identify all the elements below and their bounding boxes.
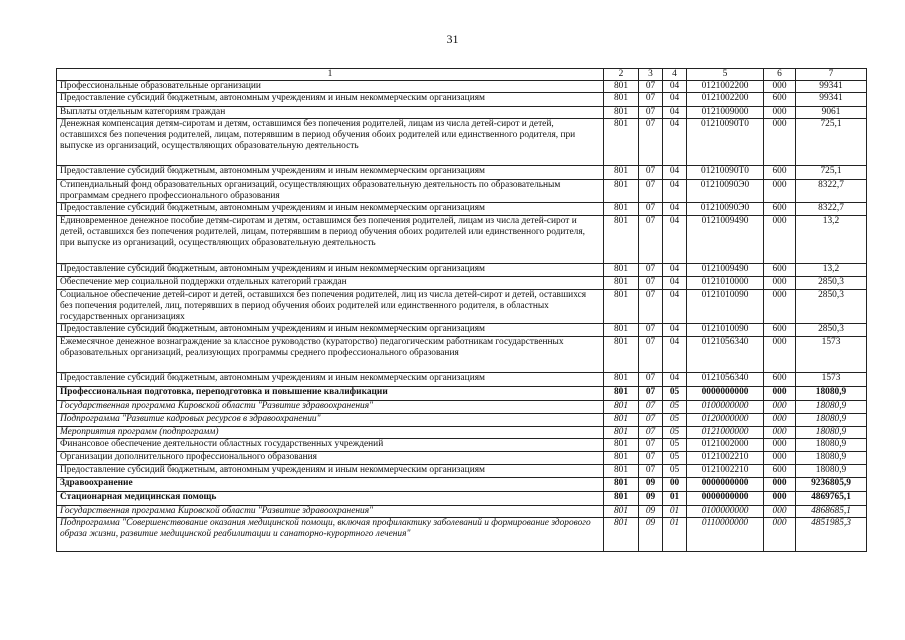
table-row <box>57 93 867 107</box>
row-name-cell: Единовременное денежное пособие детям-сиротам и детям, оставшимся без попечения родителей, лицам из числа детей-сирот и детей, оставшихся без попечения родителей, лицам, потерявшим в период обучения обоих родителей или единственного родителя, при выпуске из организаций, осуществляющих образовательную деятельность <box>57 216 604 264</box>
admin-code-cell: 801 <box>604 203 639 216</box>
expense-type-cell: 600 <box>764 93 796 107</box>
target-article-cell: 0121000000 <box>687 427 764 439</box>
target-article-cell: 0121002210 <box>687 465 764 478</box>
expense-type-cell: 000 <box>764 506 796 518</box>
amount-cell: 18080,9 <box>796 427 867 439</box>
header-cell: 7 <box>796 69 867 81</box>
table-row <box>57 465 867 478</box>
header-cell: 3 <box>639 69 663 81</box>
target-article-cell: 0121009490 <box>687 216 764 264</box>
subsection-cell: 04 <box>663 290 687 324</box>
amount-cell: 4869765,1 <box>796 492 867 506</box>
admin-code-cell: 801 <box>604 492 639 506</box>
expense-type-cell: 600 <box>764 203 796 216</box>
amount-cell: 8322,7 <box>796 180 867 203</box>
row-name-cell: Профессиональные образовательные организации <box>57 81 604 93</box>
amount-cell: 18080,9 <box>796 465 867 478</box>
section-cell: 07 <box>639 373 663 387</box>
expense-type-cell: 600 <box>764 166 796 180</box>
subsection-cell: 05 <box>663 414 687 427</box>
subsection-cell: 01 <box>663 506 687 518</box>
admin-code-cell: 801 <box>604 337 639 373</box>
admin-code-cell: 801 <box>604 518 639 552</box>
amount-cell: 1573 <box>796 337 867 373</box>
amount-cell: 18080,9 <box>796 387 867 401</box>
section-cell: 07 <box>639 452 663 465</box>
admin-code-cell: 801 <box>604 93 639 107</box>
subsection-cell: 00 <box>663 478 687 492</box>
row-name-cell: Предоставление субсидий бюджетным, автономным учреждениям и иным некоммерческим организациям <box>57 166 604 180</box>
target-article-cell: 0121010090 <box>687 290 764 324</box>
header-cell: 6 <box>764 69 796 81</box>
amount-cell: 4868685,1 <box>796 506 867 518</box>
amount-cell: 725,1 <box>796 119 867 166</box>
amount-cell: 4851985,3 <box>796 518 867 552</box>
admin-code-cell: 801 <box>604 166 639 180</box>
admin-code-cell: 801 <box>604 439 639 452</box>
subsection-cell: 04 <box>663 81 687 93</box>
expense-type-cell: 600 <box>764 264 796 277</box>
table-row <box>57 166 867 180</box>
admin-code-cell: 801 <box>604 414 639 427</box>
section-cell: 07 <box>639 203 663 216</box>
subsection-cell: 04 <box>663 203 687 216</box>
table-row <box>57 414 867 427</box>
section-cell: 07 <box>639 439 663 452</box>
subsection-cell: 05 <box>663 427 687 439</box>
admin-code-cell: 801 <box>604 373 639 387</box>
expense-type-cell: 000 <box>764 216 796 264</box>
target-article-cell: 0120000000 <box>687 414 764 427</box>
table-row <box>57 324 867 337</box>
target-article-cell: 0000000000 <box>687 492 764 506</box>
expense-type-cell: 000 <box>764 81 796 93</box>
amount-cell: 2850,3 <box>796 290 867 324</box>
row-name-cell: Подпрограмма "Развитие кадровых ресурсов в здравоохранении" <box>57 414 604 427</box>
amount-cell: 13,2 <box>796 216 867 264</box>
table-row <box>57 264 867 277</box>
target-article-cell: 0000000000 <box>687 387 764 401</box>
row-name-cell: Предоставление субсидий бюджетным, автономным учреждениям и иным некоммерческим организациям <box>57 324 604 337</box>
subsection-cell: 01 <box>663 492 687 506</box>
row-name-cell: Здравоохранение <box>57 478 604 492</box>
target-article-cell: 0121002210 <box>687 452 764 465</box>
amount-cell: 13,2 <box>796 264 867 277</box>
admin-code-cell: 801 <box>604 180 639 203</box>
header-cell: 4 <box>663 69 687 81</box>
table-row <box>57 119 867 166</box>
expense-type-cell: 600 <box>764 465 796 478</box>
row-name-cell: Предоставление субсидий бюджетным, автономным учреждениям и иным некоммерческим организациям <box>57 203 604 216</box>
section-cell: 07 <box>639 414 663 427</box>
expense-type-cell: 000 <box>764 290 796 324</box>
row-name-cell: Предоставление субсидий бюджетным, автономным учреждениям и иным некоммерческим организациям <box>57 373 604 387</box>
section-cell: 09 <box>639 506 663 518</box>
section-cell: 07 <box>639 277 663 290</box>
amount-cell: 18080,9 <box>796 439 867 452</box>
budget-table <box>56 68 867 552</box>
target-article-cell: 01210090Т0 <box>687 166 764 180</box>
table-row <box>57 427 867 439</box>
admin-code-cell: 801 <box>604 324 639 337</box>
expense-type-cell: 000 <box>764 439 796 452</box>
amount-cell: 2850,3 <box>796 324 867 337</box>
table-row <box>57 387 867 401</box>
amount-cell: 18080,9 <box>796 452 867 465</box>
subsection-cell: 05 <box>663 439 687 452</box>
row-name-cell: Подпрограмма "Совершенствование оказания медицинской помощи, включая профилактику заболеваний и формирование здорового образа жизни, развитие медицинской реабилитации и санаторно-курортного лечения" <box>57 518 604 552</box>
expense-type-cell: 000 <box>764 427 796 439</box>
section-cell: 07 <box>639 290 663 324</box>
amount-cell: 1573 <box>796 373 867 387</box>
section-cell: 07 <box>639 107 663 119</box>
admin-code-cell: 801 <box>604 465 639 478</box>
header-cell: 5 <box>687 69 764 81</box>
expense-type-cell: 000 <box>764 337 796 373</box>
table-row <box>57 81 867 93</box>
admin-code-cell: 801 <box>604 107 639 119</box>
admin-code-cell: 801 <box>604 81 639 93</box>
row-name-cell: Обеспечение мер социальной поддержки отдельных категорий граждан <box>57 277 604 290</box>
expense-type-cell: 600 <box>764 373 796 387</box>
section-cell: 07 <box>639 119 663 166</box>
admin-code-cell: 801 <box>604 119 639 166</box>
table-row <box>57 373 867 387</box>
expense-type-cell: 000 <box>764 414 796 427</box>
target-article-cell: 01210090Т0 <box>687 119 764 166</box>
target-article-cell: 01210090Э0 <box>687 180 764 203</box>
section-cell: 07 <box>639 180 663 203</box>
section-cell: 07 <box>639 216 663 264</box>
row-name-cell: Мероприятия программ (подпрограмм) <box>57 427 604 439</box>
subsection-cell: 04 <box>663 216 687 264</box>
target-article-cell: 0121056340 <box>687 337 764 373</box>
row-name-cell: Социальное обеспечение детей-сирот и детей, оставшихся без попечения родителей, лиц из числа детей-сирот и детей, оставшихся без попечения родителей, лиц, потерявших в период обучения обоих родителей или единственного родителя, в областных государственных организациях <box>57 290 604 324</box>
expense-type-cell: 600 <box>764 324 796 337</box>
subsection-cell: 01 <box>663 518 687 552</box>
target-article-cell: 0000000000 <box>687 478 764 492</box>
expense-type-cell: 000 <box>764 401 796 414</box>
target-article-cell: 0121009490 <box>687 264 764 277</box>
subsection-cell: 04 <box>663 373 687 387</box>
admin-code-cell: 801 <box>604 216 639 264</box>
amount-cell: 8322,7 <box>796 203 867 216</box>
expense-type-cell: 000 <box>764 518 796 552</box>
page-number: 31 <box>446 32 459 46</box>
target-article-cell: 01210090Э0 <box>687 203 764 216</box>
expense-type-cell: 000 <box>764 180 796 203</box>
table-row <box>57 506 867 518</box>
expense-type-cell: 000 <box>764 277 796 290</box>
target-article-cell: 0121056340 <box>687 373 764 387</box>
table-row <box>57 439 867 452</box>
admin-code-cell: 801 <box>604 478 639 492</box>
subsection-cell: 04 <box>663 264 687 277</box>
row-name-cell: Государственная программа Кировской области "Развитие здравоохранения" <box>57 506 604 518</box>
section-cell: 07 <box>639 337 663 373</box>
table-row <box>57 478 867 492</box>
table-row <box>57 401 867 414</box>
row-name-cell: Стипендиальный фонд образовательных организаций, осуществляющих образовательную деятельность по образовательным программам среднего профессионального образования <box>57 180 604 203</box>
subsection-cell: 04 <box>663 166 687 180</box>
subsection-cell: 04 <box>663 180 687 203</box>
table-row <box>57 107 867 119</box>
row-name-cell: Предоставление субсидий бюджетным, автономным учреждениям и иным некоммерческим организациям <box>57 465 604 478</box>
subsection-cell: 04 <box>663 93 687 107</box>
amount-cell: 9061 <box>796 107 867 119</box>
row-name-cell: Выплаты отдельным категориям граждан <box>57 107 604 119</box>
target-article-cell: 0121009000 <box>687 107 764 119</box>
expense-type-cell: 000 <box>764 119 796 166</box>
table-row <box>57 492 867 506</box>
section-cell: 07 <box>639 264 663 277</box>
admin-code-cell: 801 <box>604 277 639 290</box>
target-article-cell: 0110000000 <box>687 518 764 552</box>
section-cell: 07 <box>639 324 663 337</box>
expense-type-cell: 000 <box>764 452 796 465</box>
target-article-cell: 0121002200 <box>687 81 764 93</box>
admin-code-cell: 801 <box>604 290 639 324</box>
admin-code-cell: 801 <box>604 401 639 414</box>
subsection-cell: 05 <box>663 387 687 401</box>
table-header-row <box>57 69 867 81</box>
subsection-cell: 04 <box>663 337 687 373</box>
target-article-cell: 0100000000 <box>687 401 764 414</box>
row-name-cell: Денежная компенсация детям-сиротам и детям, оставшимся без попечения родителей, лицам из числа детей-сирот и детей, оставшихся без попечения родителей, лицам, потерявшим в период обучения обоих родителей или единственного родителя, при выпуске из организаций, осуществляющих образовательную деятельность <box>57 119 604 166</box>
table-body <box>57 69 867 552</box>
amount-cell: 18080,9 <box>796 401 867 414</box>
section-cell: 09 <box>639 518 663 552</box>
target-article-cell: 0121010000 <box>687 277 764 290</box>
subsection-cell: 04 <box>663 107 687 119</box>
admin-code-cell: 801 <box>604 264 639 277</box>
row-name-cell: Профессиональная подготовка, переподготовка и повышение квалификации <box>57 387 604 401</box>
section-cell: 07 <box>639 166 663 180</box>
table-row <box>57 452 867 465</box>
section-cell: 09 <box>639 478 663 492</box>
target-article-cell: 0121010090 <box>687 324 764 337</box>
row-name-cell: Финансовое обеспечение деятельности областных государственных учреждений <box>57 439 604 452</box>
admin-code-cell: 801 <box>604 452 639 465</box>
table-row <box>57 518 867 552</box>
section-cell: 07 <box>639 401 663 414</box>
table-row <box>57 216 867 264</box>
admin-code-cell: 801 <box>604 506 639 518</box>
expense-type-cell: 000 <box>764 107 796 119</box>
amount-cell: 9236805,9 <box>796 478 867 492</box>
expense-type-cell: 000 <box>764 478 796 492</box>
amount-cell: 99341 <box>796 81 867 93</box>
row-name-cell: Предоставление субсидий бюджетным, автономным учреждениям и иным некоммерческим организациям <box>57 264 604 277</box>
target-article-cell: 0100000000 <box>687 506 764 518</box>
target-article-cell: 0121002000 <box>687 439 764 452</box>
subsection-cell: 04 <box>663 324 687 337</box>
table-row <box>57 203 867 216</box>
subsection-cell: 05 <box>663 452 687 465</box>
table-row <box>57 337 867 373</box>
amount-cell: 99341 <box>796 93 867 107</box>
row-name-cell: Государственная программа Кировской области "Развитие здравоохранения" <box>57 401 604 414</box>
expense-type-cell: 000 <box>764 387 796 401</box>
expense-type-cell: 000 <box>764 492 796 506</box>
subsection-cell: 05 <box>663 465 687 478</box>
section-cell: 07 <box>639 81 663 93</box>
amount-cell: 2850,3 <box>796 277 867 290</box>
amount-cell: 18080,9 <box>796 414 867 427</box>
admin-code-cell: 801 <box>604 427 639 439</box>
row-name-cell: Стационарная медицинская помощь <box>57 492 604 506</box>
row-name-cell: Организации дополнительного профессионального образования <box>57 452 604 465</box>
table-row <box>57 277 867 290</box>
subsection-cell: 04 <box>663 277 687 290</box>
row-name-cell: Предоставление субсидий бюджетным, автономным учреждениям и иным некоммерческим организациям <box>57 93 604 107</box>
row-name-cell: Ежемесячное денежное вознаграждение за классное руководство (кураторство) педагогическим работникам государственных образовательных организаций, реализующих программы среднего профессионального образования <box>57 337 604 373</box>
section-cell: 09 <box>639 492 663 506</box>
section-cell: 07 <box>639 387 663 401</box>
header-cell: 2 <box>604 69 639 81</box>
target-article-cell: 0121002200 <box>687 93 764 107</box>
section-cell: 07 <box>639 427 663 439</box>
table-row <box>57 180 867 203</box>
header-cell: 1 <box>57 69 604 81</box>
amount-cell: 725,1 <box>796 166 867 180</box>
subsection-cell: 05 <box>663 401 687 414</box>
section-cell: 07 <box>639 465 663 478</box>
section-cell: 07 <box>639 93 663 107</box>
subsection-cell: 04 <box>663 119 687 166</box>
admin-code-cell: 801 <box>604 387 639 401</box>
table-row <box>57 290 867 324</box>
